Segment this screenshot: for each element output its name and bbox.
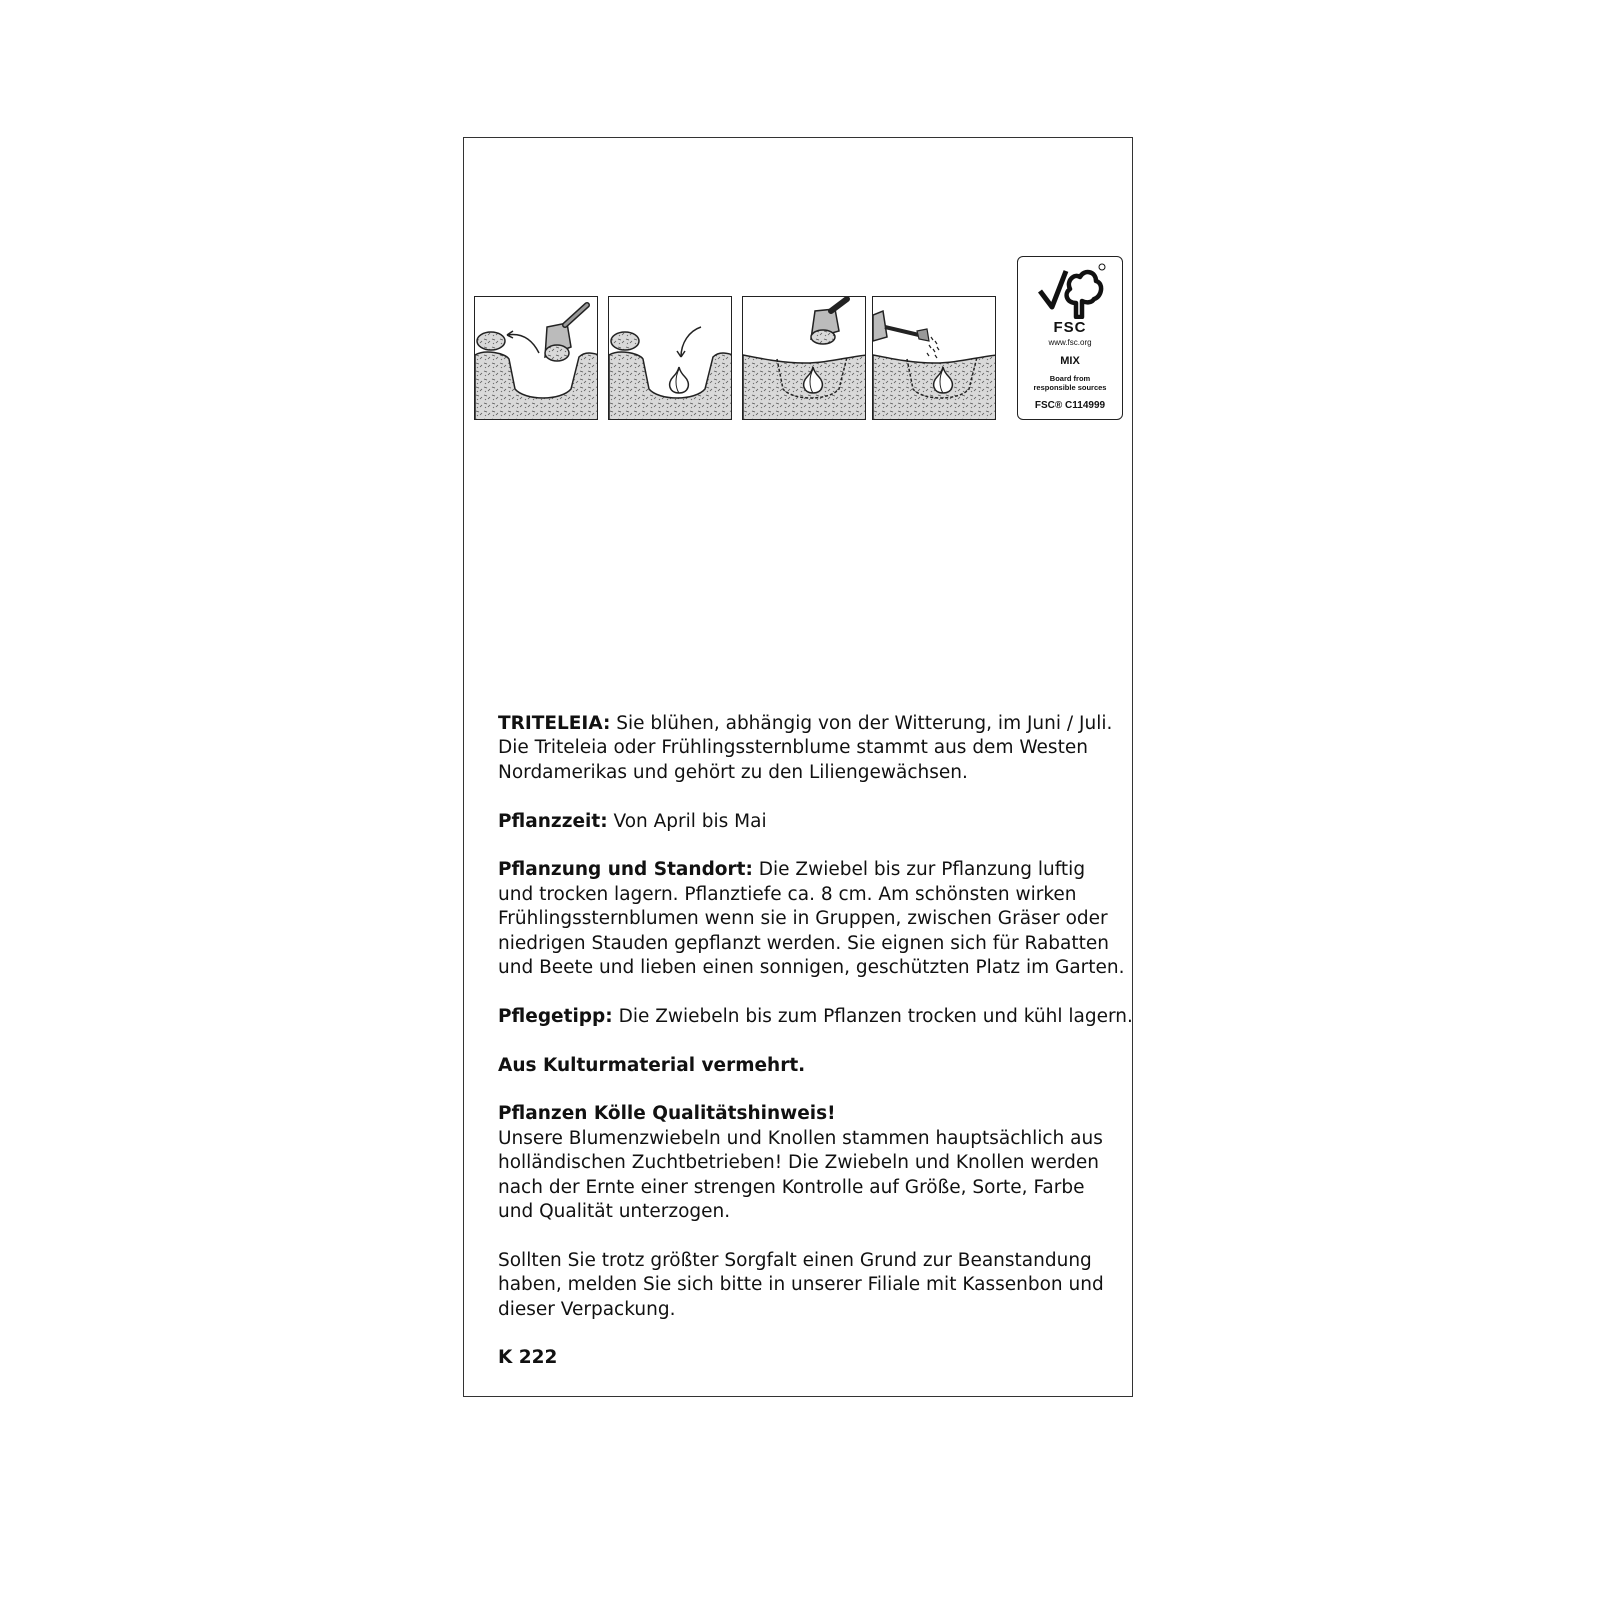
description-line: Sie blühen, abhängig von der Witterung, im Juni / Juli. — [610, 713, 1113, 734]
fsc-logo — [1017, 256, 1123, 420]
complaint-line: Sollten Sie trotz größter Sorgfalt einen Grund zur Beanstandung — [498, 1249, 1092, 1271]
article-code: K 222 — [498, 1347, 558, 1369]
care-tip-label: Pflegetipp: — [498, 1005, 613, 1027]
planting-location-line: niedrigen Stauden gepflanzt werden. Sie eignen sich für Rabatten — [498, 932, 1109, 954]
fsc-board-line1: Board from — [1049, 374, 1091, 383]
dig-hole-icon — [475, 297, 598, 420]
planting-location-line: Die Zwiebel bis zur Pflanzung luftig — [752, 859, 1086, 881]
quality-line: nach der Ernte einer strengen Kontrolle auf Größe, Sorte, Farbe — [498, 1176, 1085, 1198]
planting-location-paragraph — [498, 858, 1125, 980]
planting-location-line: und trocken lagern. Pflanztiefe ca. 8 cm. Am schönsten wirken — [498, 883, 1077, 905]
propagation-note: Aus Kulturmaterial vermehrt. — [498, 1054, 806, 1076]
complaint-line: haben, melden Sie sich bitte in unserer Filiale mit Kassenbon und — [498, 1274, 1104, 1296]
description-line: Nordamerikas und gehört zu den Liliengewächsen. — [498, 761, 968, 783]
product-description — [498, 712, 1133, 1395]
water-can-icon — [873, 297, 996, 420]
step-cover-soil — [742, 296, 866, 420]
planting-time-paragraph — [498, 810, 1118, 834]
quality-paragraph — [498, 1102, 1118, 1224]
description-line: Die Triteleia oder Frühlingssternblume stammt aus dem Westen — [498, 737, 1088, 759]
propagation-paragraph — [498, 1054, 1118, 1078]
quality-line: und Qualität unterzogen. — [498, 1201, 731, 1223]
quality-line: holländischen Zuchtbetrieben! Die Zwiebeln und Knollen werden — [498, 1152, 1099, 1174]
complaint-paragraph — [498, 1249, 1118, 1322]
place-bulb-icon — [609, 297, 732, 420]
quality-heading: Pflanzen Kölle Qualitätshinweis! — [498, 1103, 836, 1125]
planting-location-label: Pflanzung und Standort: — [498, 859, 753, 881]
description-label: TRITELEIA: — [498, 713, 611, 734]
step-dig-hole — [474, 296, 598, 420]
cover-soil-icon — [743, 297, 866, 420]
care-tip-paragraph — [498, 1005, 1133, 1029]
fsc-tree-check-icon — [1036, 263, 1106, 319]
fsc-board-line2: responsible sources — [1033, 383, 1107, 392]
description-paragraph — [498, 712, 1118, 785]
planting-location-line: und Beete und lieben einen sonnigen, geschützten Platz im Garten. — [498, 957, 1125, 979]
quality-line: Unsere Blumenzwiebeln und Knollen stammen hauptsächlich aus — [498, 1127, 1103, 1149]
planting-time-value: Von April bis Mai — [607, 810, 767, 832]
fsc-board-text — [1020, 374, 1120, 392]
planting-location-line: Frühlingssternblumen wenn sie in Gruppen, zwischen Gräser oder — [498, 908, 1108, 930]
fsc-license-code: FSC® C114999 — [1034, 400, 1106, 411]
planting-time-label: Pflanzzeit: — [498, 810, 608, 832]
fsc-brand: FSC — [1053, 319, 1087, 336]
care-tip-value: Die Zwiebeln bis zum Pflanzen trocken und kühl lagern. — [612, 1005, 1133, 1027]
article-code-paragraph — [498, 1346, 1118, 1370]
complaint-line: dieser Verpackung. — [498, 1298, 676, 1320]
step-place-bulb — [608, 296, 732, 420]
step-water — [872, 296, 996, 420]
fsc-mix: MIX — [1060, 355, 1080, 367]
fsc-url: www.fsc.org — [1048, 338, 1092, 347]
